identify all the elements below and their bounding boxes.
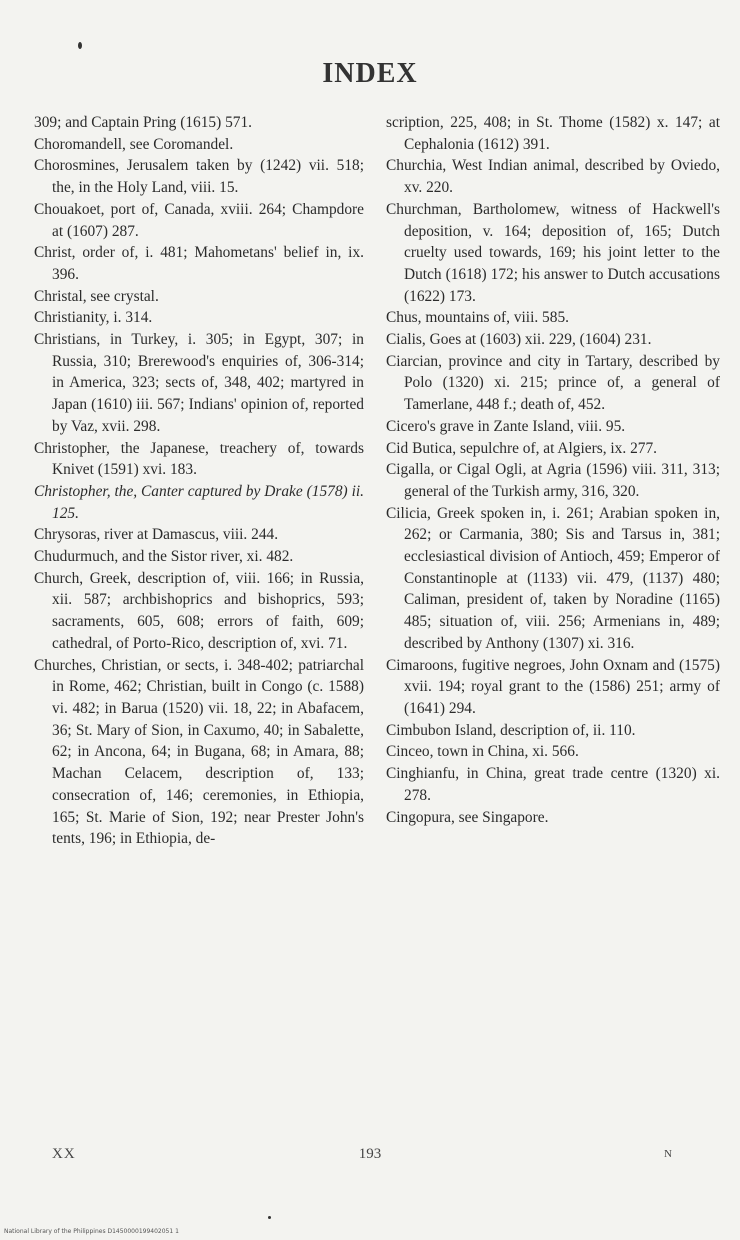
- index-entry: Cinghianfu, in China, great trade centre (1320) xi. 278.: [386, 765, 720, 804]
- gathering-mark: N: [664, 1148, 672, 1160]
- index-entry: Church, Greek, description of, viii. 166; in Russia, xii. 587; archbishoprics and bishoprics, 593; sacraments, 605, 608; errors of faith, 609; cathedral, of Porto-Rico, description of, xvi. 71.: [34, 569, 364, 652]
- index-entry: Christopher, the, Canter captured by Drake (1578) ii. 125.: [34, 482, 364, 522]
- index-entry: Christianity, i. 314.: [34, 309, 153, 327]
- index-entry: Christal, see crystal.: [34, 287, 159, 305]
- index-entry: Cimaroons, fugitive negroes, John Oxnam and (1575) xvii. 194; royal grant to the (1586) 251; army of (1641) 294.: [386, 656, 720, 717]
- index-entry: Chudurmuch, and the Sistor river, xi. 482.: [34, 548, 294, 566]
- ink-speck: [268, 1216, 271, 1219]
- index-entry: Cimbubon Island, description of, ii. 110.: [386, 721, 636, 739]
- index-entry: Choromandell, see Coromandel.: [34, 135, 234, 153]
- index-entry: Churches, Christian, or sects, i. 348-402; patriarchal in Rome, 462; Christian, built in Congo (c. 1588) vi. 482; in Barua (1520) vii. 18, 22; in Abafacem, 36; St. Mary of Sion, in Caxumo, 40; in Sabalette, 62; in Ancona, 64; in Bugana, 68; in Amara, 88; Machan Celacem, description of, 133; consecration of, 146; ceremonies, in Ethiopia, 165; St. Marie of Sion, 192; near Prester John's tents, 196; in Ethiopia, de-: [34, 656, 364, 848]
- index-entry: Cialis, Goes at (1603) xii. 229, (1604) 231.: [386, 331, 652, 349]
- index-entry: Cingopura, see Singapore.: [386, 808, 549, 826]
- index-entry: Churchman, Bartholomew, witness of Hackwell's deposition, v. 164; deposition of, 165; Dutch cruelty used towards, 169; his joint letter to the Dutch (1618) 172; his answer to Dutch accusations (1622) 173.: [386, 200, 720, 305]
- index-entry: Churchia, West Indian animal, described by Oviedo, xv. 220.: [386, 157, 720, 197]
- index-entry: Cigalla, or Cigal Ogli, at Agria (1596) viii. 311, 313; general of the Turkish army, 316, 320.: [386, 461, 720, 500]
- page-title: INDEX: [322, 58, 418, 89]
- index-entry: Cilicia, Greek spoken in, i. 261; Arabian spoken in, 262; or Carmania, 380; Sis and Tarsus in, 381; ecclesiastical division of Antioch, 459; Emperor of Constantinople at (1133) vii. 479, (1137) 480; Caliman, president of, taken by Noradine (1165) 485; situation of, viii. 256; Armenians in, 489; described by Anthony (1307) xi. 316.: [386, 504, 720, 652]
- index-entry: Chus, mountains of, viii. 585.: [386, 309, 569, 327]
- index-entry: scription, 225, 408; in St. Thome (1582) x. 147; at Cephalonia (1612) 391.: [386, 114, 720, 153]
- index-entry: Chrysoras, river at Damascus, viii. 244.: [34, 526, 279, 544]
- page-number: 193: [358, 1146, 382, 1162]
- scan-credit: National Library of the Philippines D1450000199402051 1: [4, 1228, 179, 1235]
- index-entry: Chorosmines, Jerusalem taken by (1242) vii. 518; the, in the Holy Land, viii. 15.: [34, 157, 364, 197]
- index-entry: 309; and Captain Pring (1615) 571.: [34, 114, 253, 131]
- index-entry: Ciarcian, province and city in Tartary, described by Polo (1320) xi. 215; prince of, a general of Tamerlane, 448 f.; death of, 452.: [386, 352, 720, 414]
- index-entry: Cicero's grave in Zante Island, viii. 95.: [386, 417, 626, 435]
- index-entry: Chouakoet, port of, Canada, xviii. 264; Champdore at (1607) 287.: [34, 200, 364, 240]
- index-entry: Cid Butica, sepulchre of, at Algiers, ix. 277.: [386, 439, 657, 457]
- index-column-left: [34, 112, 364, 850]
- index-entry: Christ, order of, i. 481; Mahometans' belief in, ix. 396.: [34, 244, 364, 283]
- ink-speck: [78, 42, 82, 49]
- index-entry: Christians, in Turkey, i. 305; in Egypt, 307; in Russia, 310; Brerewood's enquiries of, 306-314; in America, 323; sects of, 348, 402; martyred in Japan (1610) iii. 567; Indians' opinion of, reported by Vaz, xvii. 298.: [34, 331, 364, 435]
- index-entry: Cinceo, town in China, xi. 566.: [386, 743, 579, 761]
- index-column-right: [386, 112, 720, 828]
- signature-mark: XX: [52, 1146, 76, 1162]
- page-footer: [0, 1146, 740, 1170]
- index-entry: Christopher, the Japanese, treachery of, towards Knivet (1591) xvi. 183.: [34, 439, 364, 479]
